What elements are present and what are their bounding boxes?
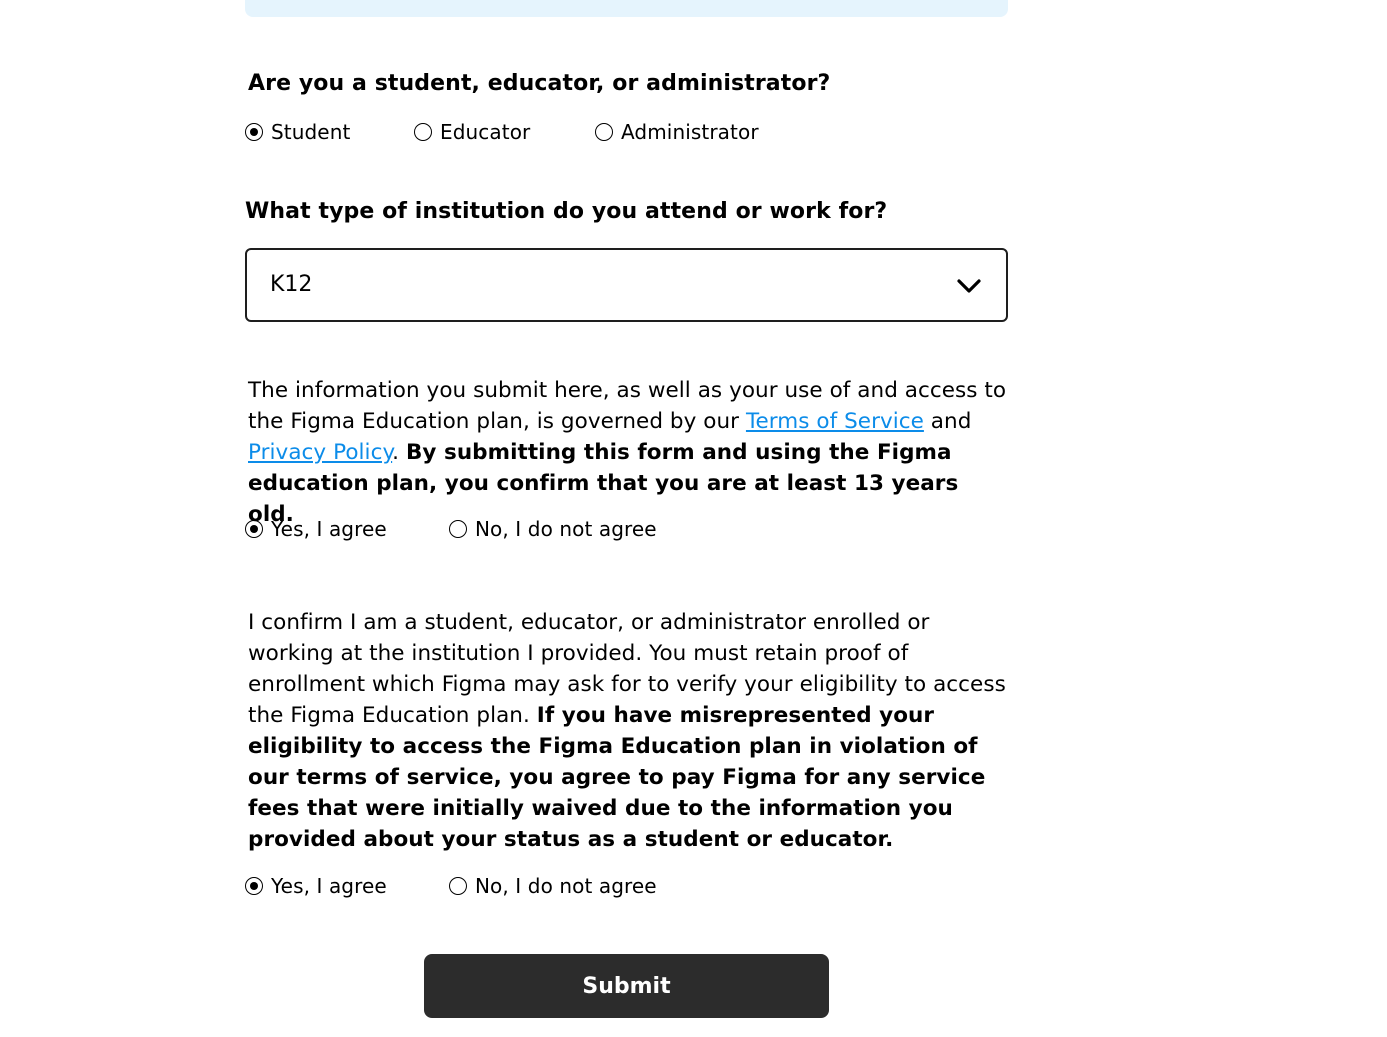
eligibility-agree-option[interactable] [245,874,387,898]
terms-intro-text: The information you submit here, as well as your use of and access to the Figma Education plan, is governed by our [248,378,1007,434]
institution-type-select[interactable] [245,248,1008,322]
terms-period-text: . [392,440,406,465]
terms-agree-option[interactable] [245,517,387,541]
terms-consent-text [248,375,1010,530]
terms-agree-label: Yes, I agree [271,517,387,541]
radio-unselected-icon[interactable] [449,877,467,895]
privacy-policy-link[interactable]: Privacy Policy [248,440,393,465]
eligibility-consent-text [248,607,1010,855]
terms-age-confirmation-text: By submitting this form and using the Figma education plan, you confirm that you are at least 13 years old. [248,440,959,527]
terms-radio-group [245,517,745,541]
submit-button[interactable]: Submit [424,954,829,1018]
terms-of-service-link[interactable]: Terms of Service [745,409,924,434]
institution-question-label: What type of institution do you attend or work for? [245,199,888,224]
role-option-label: Administrator [621,120,759,144]
terms-and-text: and [923,409,972,434]
eligibility-agree-label: Yes, I agree [271,874,387,898]
radio-unselected-icon[interactable] [449,520,467,538]
institution-type-value: K12 [270,272,313,297]
eligibility-bold-text: If you have misrepresented your eligibility to access the Figma Education plan in violation of our terms of service, you agree to pay Figma for any service fees that were initially waived due to the information you provided about your status as a student or educator. [248,703,986,852]
role-option-label: Educator [440,120,531,144]
terms-disagree-option[interactable] [449,517,657,541]
eligibility-radio-group [245,874,745,898]
chevron-down-icon [956,274,982,298]
radio-selected-icon[interactable] [245,123,263,141]
role-option-label: Student [271,120,351,144]
role-question-label: Are you a student, educator, or administrator? [248,71,831,96]
eligibility-disagree-label: No, I do not agree [475,874,657,898]
role-option-administrator[interactable] [595,120,759,144]
role-option-student[interactable] [245,120,350,144]
radio-selected-icon[interactable] [245,520,263,538]
radio-selected-icon[interactable] [245,877,263,895]
eligibility-plain-text: I confirm I am a student, educator, or administrator enrolled or working at the institution I provided. You must retain proof of enrollment which Figma may ask for to verify your eligibility to access the Figma Education plan. [248,610,1006,728]
info-banner [245,0,1008,17]
radio-unselected-icon[interactable] [595,123,613,141]
role-radio-group [245,120,845,144]
terms-disagree-label: No, I do not agree [475,517,657,541]
eligibility-disagree-option[interactable] [449,874,657,898]
role-option-educator[interactable] [414,120,530,144]
radio-unselected-icon[interactable] [414,123,432,141]
